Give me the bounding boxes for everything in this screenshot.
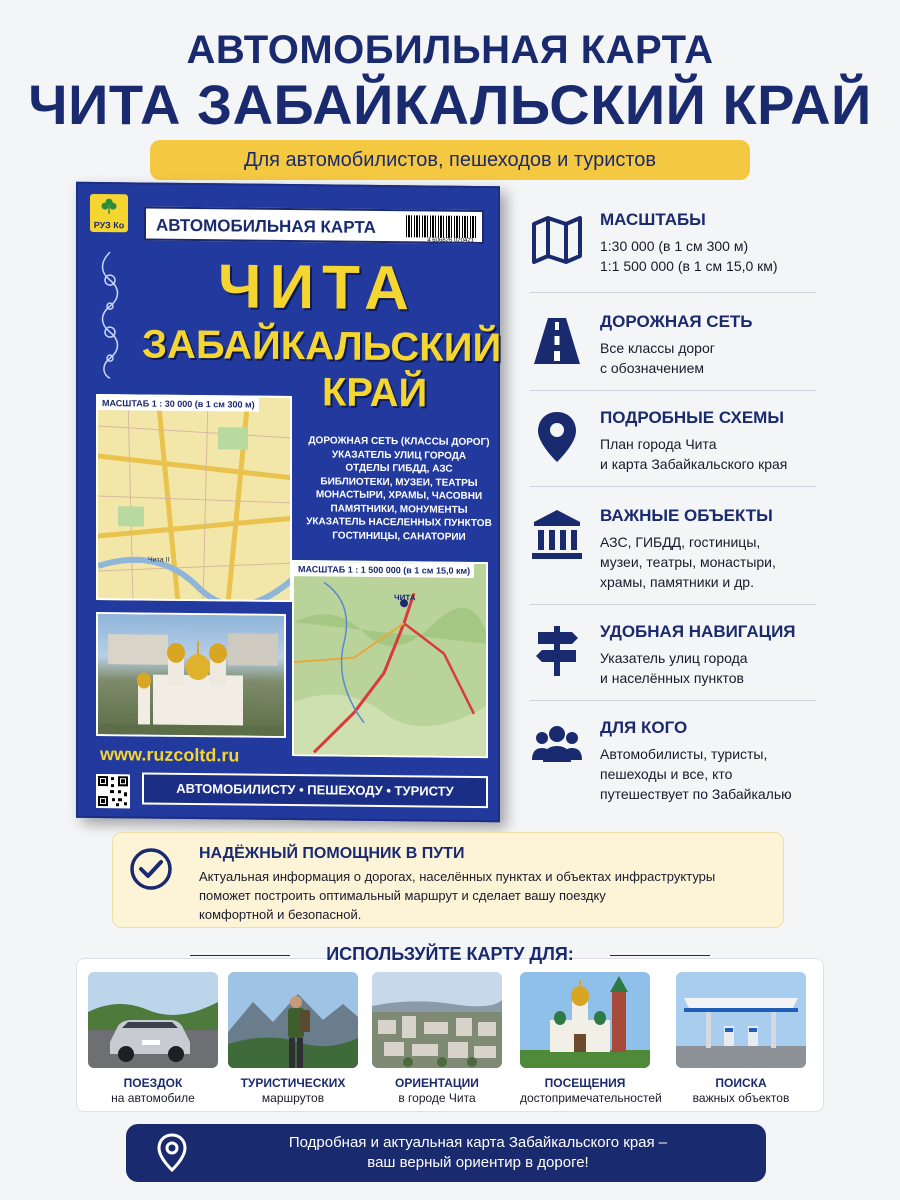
use-case-sub: на автомобиле — [111, 1091, 195, 1105]
use-case-sightseeing — [520, 972, 662, 1105]
cover-footer-slogan: АВТОМОБИЛИСТУ • ПЕШЕХОДУ • ТУРИСТУ — [142, 772, 488, 808]
website-url: www.ruzcoltd.ru — [100, 744, 240, 766]
use-case-sub: важных объектов — [692, 1091, 790, 1105]
cover-feature-item: УКАЗАТЕЛЬ УЛИЦ ГОРОДА — [331, 448, 467, 462]
use-case-label: ТУРИСТИЧЕСКИХ — [240, 1076, 346, 1090]
feature-line: Указатель улиц города — [600, 650, 748, 666]
cover-feature-item: ГОСТИНИЦЫ, САНАТОРИИ — [332, 529, 466, 543]
helper-line: Актуальная информация о дорогах, населённых пунктах и объектах инфраструктуры — [199, 869, 716, 884]
divider — [530, 292, 816, 293]
feature-title: ВАЖНЫЕ ОБЪЕКТЫ — [600, 506, 773, 525]
cover-feature-item: БИБЛИОТЕКИ, МУЗЕИ, ТЕАТРЫ — [320, 475, 478, 489]
reliable-helper-box — [112, 832, 784, 928]
helper-title: НАДЁЖНЫЙ ПОМОЩНИК В ПУТИ — [199, 845, 465, 862]
barcode — [406, 215, 476, 238]
title-line-1: АВТОМОБИЛЬНАЯ КАРТА — [186, 28, 714, 72]
church-photo — [520, 972, 650, 1068]
cover-feature-item: ОТДЕЛЫ ГИБДД, АЗС — [345, 462, 453, 475]
clover-icon — [101, 198, 117, 214]
cover-header-text: АВТОМОБИЛЬНАЯ КАРТА — [156, 215, 376, 237]
use-case-label: ПОСЕЩЕНИЯ — [544, 1076, 626, 1090]
use-case-important-objects — [676, 972, 806, 1105]
cathedral-photo — [96, 612, 286, 738]
feature-description — [600, 236, 778, 276]
qr-code — [96, 774, 130, 808]
divider — [530, 604, 816, 605]
feature-line: План города Чита — [600, 436, 717, 452]
gas-station-photo — [676, 972, 806, 1068]
city-map-drawing — [98, 396, 292, 602]
use-case-tourist-routes — [228, 972, 358, 1105]
feature-important-objects — [530, 506, 816, 606]
use-case-label: ПОИСКА — [715, 1076, 767, 1090]
feature-line: храмы, памятники и др. — [600, 574, 754, 590]
feature-scales — [530, 210, 816, 290]
helper-line: комфортной и безопасной. — [199, 907, 362, 922]
feature-line: и карта Забайкальского края — [600, 456, 788, 472]
divider — [530, 700, 816, 701]
feature-description — [600, 338, 715, 378]
feature-road-network — [530, 312, 816, 392]
region-map-drawing — [294, 562, 488, 758]
location-pin-icon — [530, 410, 584, 464]
feature-line: и населённых пунктов — [600, 670, 744, 686]
use-case-car-trips — [88, 972, 218, 1105]
feature-line: пешеходы и все, кто — [600, 766, 733, 782]
feature-title: ДОРОЖНАЯ СЕТЬ — [600, 312, 753, 331]
people-icon — [530, 720, 584, 774]
use-case-city-orientation — [372, 972, 502, 1105]
hiker-photo — [228, 972, 358, 1068]
region-map-scale-label: МАСШТАБ 1 : 1 500 000 (в 1 см 15,0 км) — [294, 562, 474, 578]
feature-description — [600, 744, 792, 804]
map-cover — [76, 182, 500, 822]
city-map-place-label: Чита II — [148, 556, 170, 564]
feature-line: 1:30 000 (в 1 см 300 м) — [600, 238, 749, 254]
feature-title: ПОДРОБНЫЕ СХЕМЫ — [600, 408, 784, 427]
city-map-thumbnail — [96, 394, 292, 602]
feature-title: ДЛЯ КОГО — [600, 718, 688, 737]
feature-description — [600, 434, 787, 474]
use-case-sub: маршрутов — [261, 1091, 325, 1105]
map-icon — [530, 212, 584, 266]
cover-feature-item: ПАМЯТНИКИ, МОНУМЕНТЫ — [330, 502, 468, 516]
title-line-2: ЧИТА ЗАБАЙКАЛЬСКИЙ КРАЙ — [28, 73, 872, 136]
city-map-scale-label: МАСШТАБ 1 : 30 000 (в 1 см 300 м) — [98, 396, 259, 412]
feature-description — [600, 532, 776, 592]
feature-line: Автомобилисты, туристы, — [600, 746, 768, 762]
city-photo — [372, 972, 502, 1068]
cover-feature-item: МОНАСТЫРИ, ХРАМЫ, ЧАСОВНИ — [315, 489, 483, 503]
checkmark-circle-icon — [129, 847, 173, 891]
barcode-number: 4 606826 020421 — [427, 237, 474, 244]
feature-line: 1:1 500 000 (в 1 см 15,0 км) — [600, 258, 778, 274]
subtitle-pill: Для автомобилистов, пешеходов и туристов — [150, 140, 750, 180]
use-case-label: ПОЕЗДОК — [123, 1076, 183, 1090]
helper-line: поможет построить оптимальный маршрут и сделает вашу поездку — [199, 888, 606, 903]
region-map-thumbnail — [292, 560, 488, 758]
road-icon — [530, 314, 584, 368]
feature-detailed-schemes — [530, 408, 816, 488]
banner-line: Подробная и актуальная карта Забайкальского края – — [288, 1134, 668, 1151]
museum-icon — [530, 508, 584, 562]
feature-line: с обозначением — [600, 360, 704, 376]
cover-header — [144, 206, 484, 244]
feature-line: АЗС, ГИБДД, гостиницы, — [600, 534, 761, 550]
feature-line: Все классы дорог — [600, 340, 715, 356]
divider — [530, 486, 816, 487]
cover-feature-item: ДОРОЖНАЯ СЕТЬ (КЛАССЫ ДОРОГ) — [308, 435, 490, 449]
location-pin-icon — [152, 1132, 192, 1174]
cover-feature-item: УКАЗАТЕЛЬ НАСЕЛЕННЫХ ПУНКТОВ — [306, 516, 492, 530]
use-case-sub: достопримечательностей — [520, 1091, 662, 1105]
cover-features-list — [304, 434, 494, 544]
publisher-logo — [90, 194, 128, 232]
ornament-decoration — [96, 250, 124, 380]
divider — [530, 390, 816, 391]
helper-text — [199, 867, 715, 924]
cover-title-krai: КРАЙ — [322, 370, 428, 416]
signpost-icon — [530, 624, 584, 678]
feature-audience — [530, 718, 816, 808]
cover-title-region: ЗАБАЙКАЛЬСКИЙ — [142, 322, 502, 371]
use-case-label: ОРИЕНТАЦИИ — [395, 1076, 479, 1090]
bottom-banner — [126, 1124, 766, 1182]
feature-navigation — [530, 622, 816, 702]
cathedral-illustration — [98, 614, 286, 738]
region-map-place-label: ЧИТА — [394, 593, 416, 603]
feature-title: МАСШТАБЫ — [600, 210, 706, 229]
banner-line: ваш верный ориентир в дороге! — [367, 1154, 589, 1171]
logo-text: РУЗ Ко — [93, 219, 125, 231]
feature-title: УДОБНАЯ НАВИГАЦИЯ — [600, 622, 796, 641]
cover-title-chita: ЧИТА — [218, 252, 417, 324]
feature-line: путешествует по Забайкалью — [600, 786, 792, 802]
car-photo — [88, 972, 218, 1068]
banner-text — [208, 1133, 748, 1173]
feature-description — [600, 648, 748, 688]
use-cases-title: ИСПОЛЬЗУЙТЕ КАРТУ ДЛЯ: — [326, 944, 574, 964]
use-case-sub: в городе Чита — [398, 1091, 476, 1105]
feature-line: музеи, театры, монастыри, — [600, 554, 776, 570]
